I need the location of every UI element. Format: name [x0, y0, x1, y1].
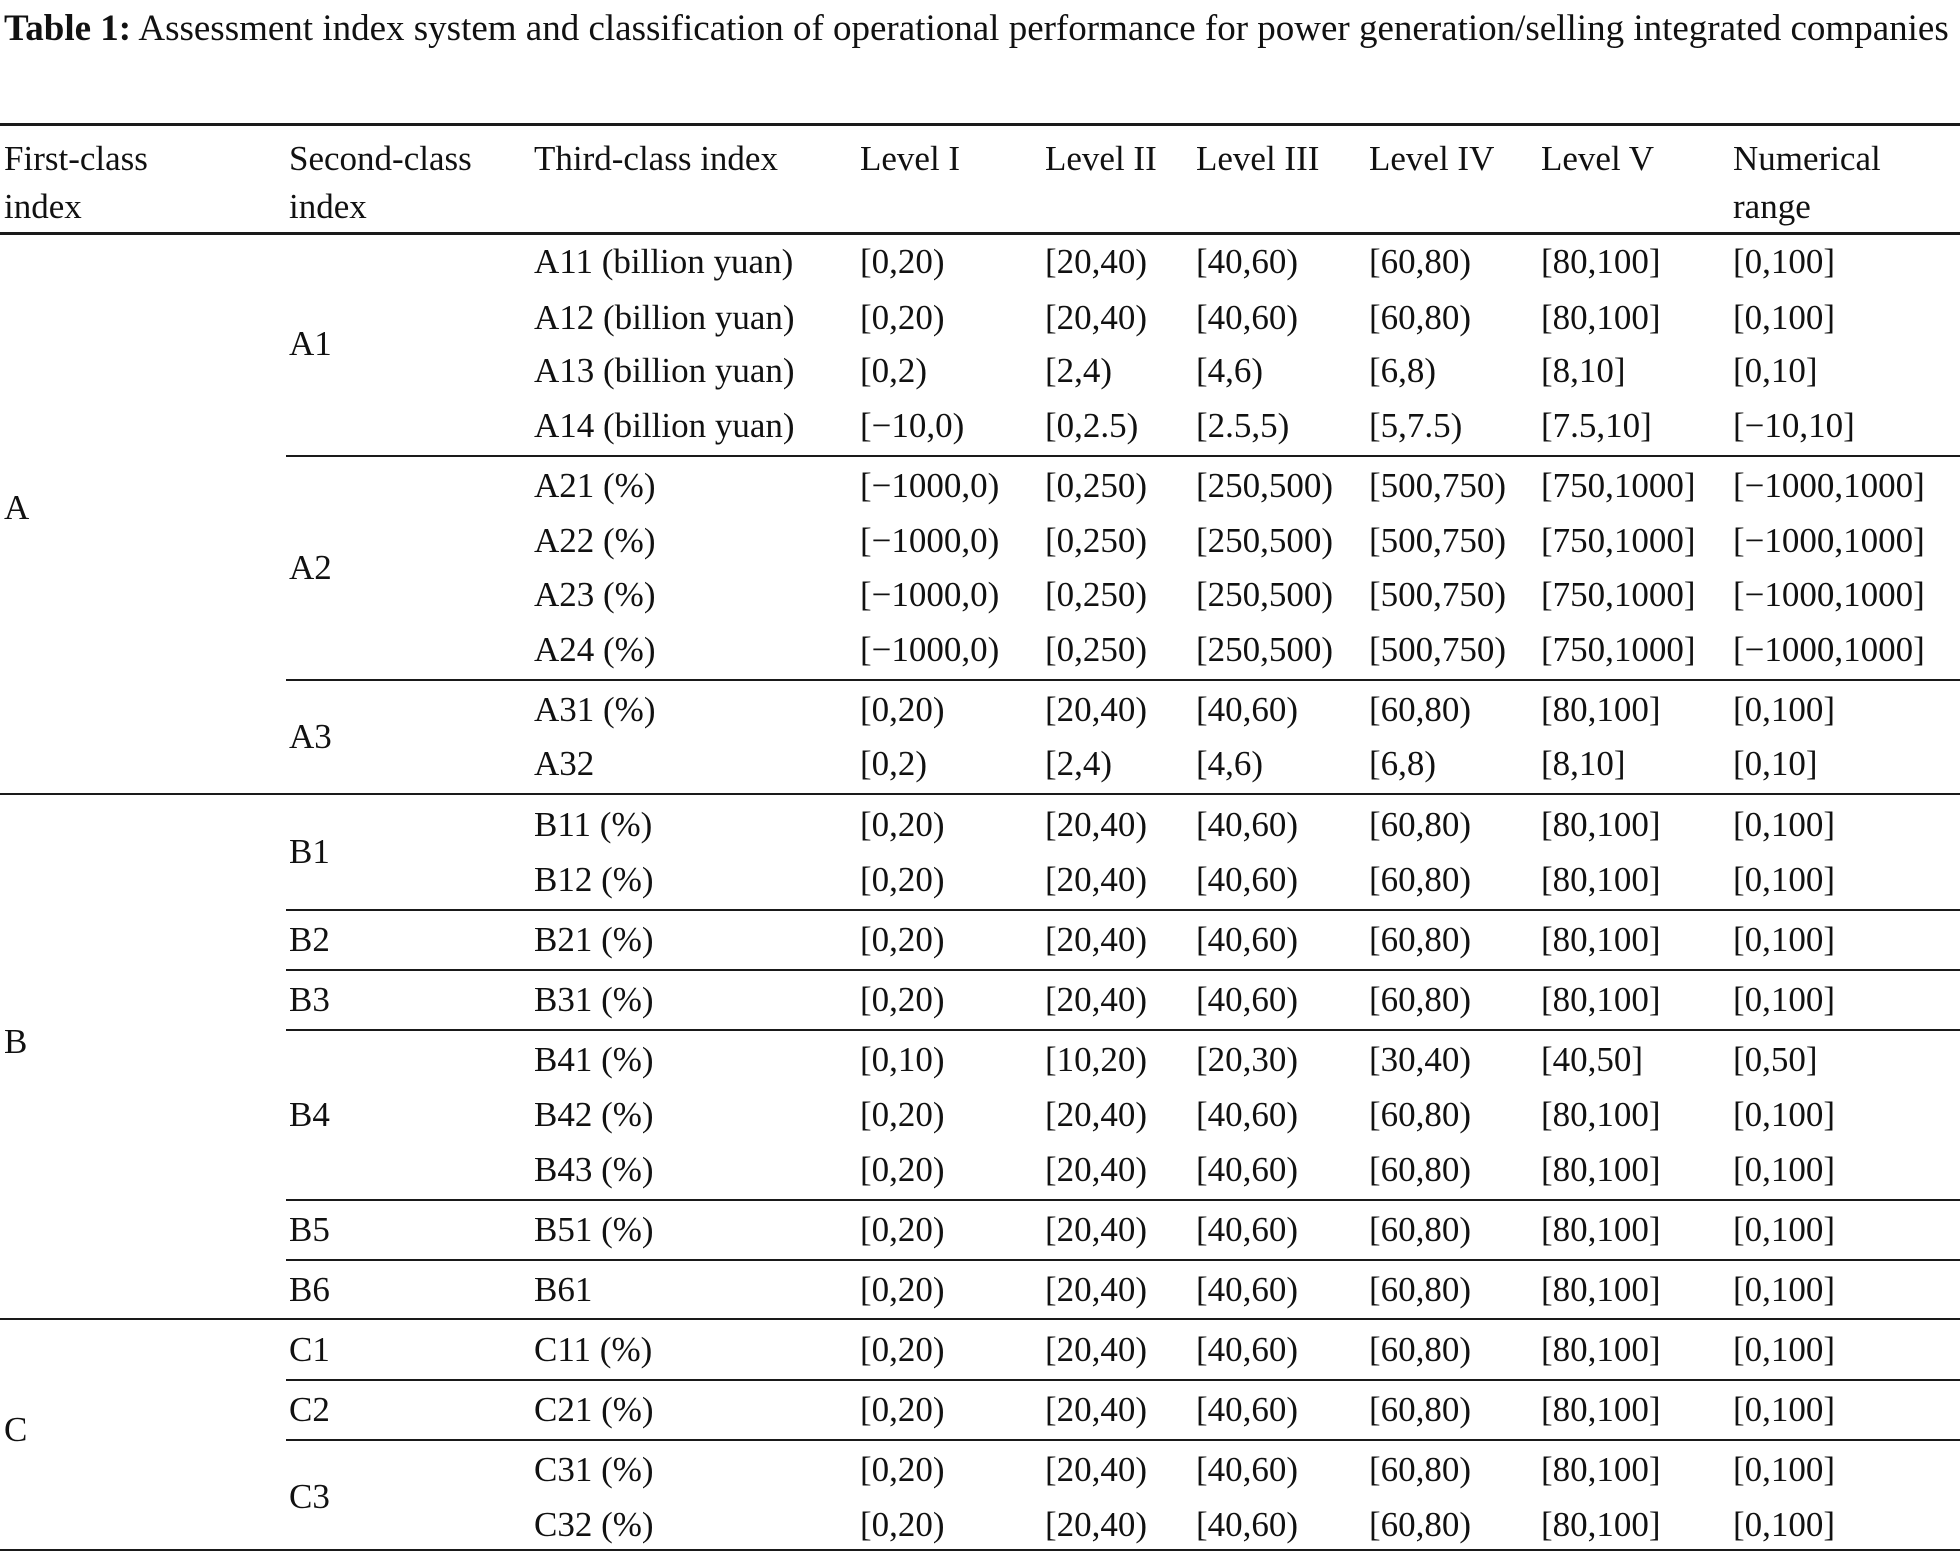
cell-third-class: A11 (billion yuan) [534, 242, 794, 281]
second-class-label: A3 [289, 717, 332, 756]
cell-numerical-range: [0,100] [1733, 242, 1836, 281]
cell-level-3: [20,30) [1196, 1040, 1299, 1079]
cell-level-5: [80,100] [1541, 1505, 1661, 1544]
first-class-label: A [4, 488, 30, 527]
cell-level-5: [80,100] [1541, 690, 1661, 729]
cell-third-class: B11 (%) [534, 805, 653, 844]
cell-level-3: [40,60) [1196, 1270, 1299, 1309]
cell-level-3: [40,60) [1196, 1330, 1299, 1369]
cell-third-class: A13 (billion yuan) [534, 351, 795, 390]
row-divider [286, 455, 1960, 457]
second-class-label: B6 [289, 1270, 330, 1309]
cell-numerical-range: [−1000,1000] [1733, 575, 1925, 614]
cell-numerical-range: [−10,10] [1733, 406, 1855, 445]
header-level-3: Level III [1196, 139, 1320, 178]
cell-level-2: [20,40) [1045, 1450, 1148, 1489]
cell-numerical-range: [0,100] [1733, 1450, 1836, 1489]
cell-numerical-range: [0,100] [1733, 1330, 1836, 1369]
cell-level-4: [5,7.5) [1369, 406, 1463, 445]
cell-level-1: [0,2) [860, 744, 928, 783]
second-class-label: B2 [289, 920, 330, 959]
cell-level-2: [20,40) [1045, 980, 1148, 1019]
row-divider [286, 1029, 1960, 1031]
cell-third-class: C32 (%) [534, 1505, 654, 1544]
cell-third-class: A21 (%) [534, 466, 656, 505]
cell-level-5: [80,100] [1541, 242, 1661, 281]
header-range-line1: Numerical [1733, 139, 1881, 178]
header-first-class-line1: First-class [4, 139, 148, 178]
cell-level-1: [0,20) [860, 1210, 945, 1249]
cell-level-3: [40,60) [1196, 1390, 1299, 1429]
cell-level-4: [500,750) [1369, 466, 1507, 505]
cell-level-2: [20,40) [1045, 805, 1148, 844]
cell-third-class: A23 (%) [534, 575, 656, 614]
cell-level-4: [60,80) [1369, 1505, 1472, 1544]
cell-level-2: [20,40) [1045, 1150, 1148, 1189]
cell-level-3: [250,500) [1196, 466, 1334, 505]
cell-level-4: [60,80) [1369, 1095, 1472, 1134]
cell-level-5: [80,100] [1541, 1270, 1661, 1309]
cell-level-5: [80,100] [1541, 860, 1661, 899]
cell-numerical-range: [−1000,1000] [1733, 521, 1925, 560]
cell-level-1: [−1000,0) [860, 521, 1000, 560]
cell-numerical-range: [0,100] [1733, 1270, 1836, 1309]
cell-level-5: [7.5,10] [1541, 406, 1652, 445]
first-class-label: B [4, 1022, 28, 1061]
cell-numerical-range: [−1000,1000] [1733, 466, 1925, 505]
row-divider [0, 1318, 1960, 1320]
header-range-line2: range [1733, 187, 1811, 226]
cell-level-2: [20,40) [1045, 920, 1148, 959]
cell-third-class: B51 (%) [534, 1210, 654, 1249]
cell-level-4: [60,80) [1369, 1330, 1472, 1369]
second-class-label: B5 [289, 1210, 330, 1249]
cell-level-1: [0,20) [860, 1505, 945, 1544]
cell-third-class: B42 (%) [534, 1095, 654, 1134]
cell-numerical-range: [0,100] [1733, 1095, 1836, 1134]
second-class-label: B3 [289, 980, 330, 1019]
cell-third-class: A32 [534, 744, 595, 783]
row-divider [286, 1199, 1960, 1201]
cell-level-3: [40,60) [1196, 690, 1299, 729]
row-divider [286, 909, 1960, 911]
cell-level-1: [0,20) [860, 1150, 945, 1189]
cell-level-2: [0,250) [1045, 466, 1148, 505]
header-first-class [4, 135, 148, 231]
header-second-class-line1: Second-class [289, 139, 472, 178]
cell-third-class: C11 (%) [534, 1330, 653, 1369]
cell-level-4: [60,80) [1369, 920, 1472, 959]
cell-level-2: [20,40) [1045, 1330, 1148, 1369]
cell-level-5: [80,100] [1541, 1330, 1661, 1369]
cell-level-1: [0,20) [860, 242, 945, 281]
cell-level-5: [80,100] [1541, 805, 1661, 844]
cell-level-5: [40,50] [1541, 1040, 1644, 1079]
second-class-label: B1 [289, 832, 330, 871]
cell-third-class: A31 (%) [534, 690, 656, 729]
first-class-label: C [4, 1410, 28, 1449]
cell-level-3: [250,500) [1196, 521, 1334, 560]
row-divider [286, 969, 1960, 971]
cell-level-4: [6,8) [1369, 351, 1437, 390]
cell-level-3: [2.5,5) [1196, 406, 1290, 445]
cell-level-4: [60,80) [1369, 980, 1472, 1019]
cell-level-2: [20,40) [1045, 860, 1148, 899]
cell-level-4: [60,80) [1369, 1150, 1472, 1189]
cell-level-3: [250,500) [1196, 575, 1334, 614]
row-divider [0, 1549, 1960, 1551]
cell-level-1: [−1000,0) [860, 630, 1000, 669]
cell-level-2: [20,40) [1045, 1270, 1148, 1309]
row-divider [286, 679, 1960, 681]
cell-numerical-range: [−1000,1000] [1733, 630, 1925, 669]
cell-third-class: A24 (%) [534, 630, 656, 669]
cell-numerical-range: [0,50] [1733, 1040, 1818, 1079]
second-class-label: C1 [289, 1330, 330, 1369]
cell-third-class: B41 (%) [534, 1040, 654, 1079]
cell-level-4: [500,750) [1369, 521, 1507, 560]
cell-level-5: [80,100] [1541, 980, 1661, 1019]
cell-third-class: B21 (%) [534, 920, 654, 959]
cell-level-3: [40,60) [1196, 980, 1299, 1019]
cell-level-1: [0,20) [860, 980, 945, 1019]
cell-level-3: [40,60) [1196, 298, 1299, 337]
header-range [1733, 135, 1881, 231]
cell-numerical-range: [0,100] [1733, 1150, 1836, 1189]
caption-label: Table 1: [4, 8, 132, 49]
cell-level-2: [20,40) [1045, 1210, 1148, 1249]
cell-level-1: [0,20) [860, 690, 945, 729]
cell-level-1: [0,20) [860, 1450, 945, 1489]
second-class-label: C3 [289, 1477, 330, 1516]
cell-level-2: [20,40) [1045, 242, 1148, 281]
cell-level-4: [500,750) [1369, 575, 1507, 614]
cell-third-class: B61 [534, 1270, 593, 1309]
header-third-class: Third-class index [534, 139, 778, 178]
cell-level-1: [−1000,0) [860, 575, 1000, 614]
cell-level-1: [0,20) [860, 1095, 945, 1134]
cell-level-1: [0,20) [860, 805, 945, 844]
cell-level-3: [40,60) [1196, 1210, 1299, 1249]
cell-level-4: [60,80) [1369, 1390, 1472, 1429]
cell-level-3: [40,60) [1196, 242, 1299, 281]
cell-level-2: [2,4) [1045, 744, 1113, 783]
cell-level-1: [0,20) [860, 1330, 945, 1369]
cell-level-1: [0,10) [860, 1040, 945, 1079]
cell-level-5: [80,100] [1541, 920, 1661, 959]
cell-third-class: B31 (%) [534, 980, 654, 1019]
header-rule [0, 232, 1960, 235]
cell-level-1: [0,20) [860, 298, 945, 337]
caption-text: Assessment index system and classification of operational performance for power generation/selling integrated companies [138, 8, 1949, 49]
cell-level-3: [4,6) [1196, 351, 1264, 390]
header-level-4: Level IV [1369, 139, 1495, 178]
cell-level-1: [0,20) [860, 1390, 945, 1429]
cell-level-5: [80,100] [1541, 1150, 1661, 1189]
cell-level-5: [80,100] [1541, 1390, 1661, 1429]
header-level-1: Level I [860, 139, 961, 178]
cell-level-5: [750,1000] [1541, 575, 1696, 614]
cell-level-2: [0,2.5) [1045, 406, 1139, 445]
second-class-label: A2 [289, 548, 332, 587]
cell-numerical-range: [0,100] [1733, 298, 1836, 337]
cell-level-5: [8,10] [1541, 351, 1626, 390]
cell-numerical-range: [0,100] [1733, 1505, 1836, 1544]
cell-level-4: [60,80) [1369, 1270, 1472, 1309]
cell-third-class: C21 (%) [534, 1390, 654, 1429]
cell-numerical-range: [0,100] [1733, 860, 1836, 899]
cell-level-2: [10,20) [1045, 1040, 1148, 1079]
cell-level-4: [60,80) [1369, 298, 1472, 337]
cell-level-2: [0,250) [1045, 575, 1148, 614]
second-class-label: C2 [289, 1390, 330, 1429]
cell-level-3: [40,60) [1196, 1095, 1299, 1134]
cell-level-4: [60,80) [1369, 1210, 1472, 1249]
cell-level-2: [0,250) [1045, 521, 1148, 560]
cell-numerical-range: [0,100] [1733, 690, 1836, 729]
table-caption [4, 2, 1954, 56]
cell-level-2: [20,40) [1045, 1390, 1148, 1429]
cell-level-2: [20,40) [1045, 298, 1148, 337]
cell-level-2: [2,4) [1045, 351, 1113, 390]
cell-level-2: [20,40) [1045, 1095, 1148, 1134]
cell-third-class: A12 (billion yuan) [534, 298, 795, 337]
cell-level-4: [60,80) [1369, 805, 1472, 844]
cell-level-2: [20,40) [1045, 690, 1148, 729]
top-rule [0, 123, 1960, 126]
header-level-5: Level V [1541, 139, 1655, 178]
cell-level-1: [0,20) [860, 860, 945, 899]
cell-level-1: [−10,0) [860, 406, 965, 445]
cell-numerical-range: [0,100] [1733, 805, 1836, 844]
cell-level-1: [0,20) [860, 1270, 945, 1309]
cell-level-5: [80,100] [1541, 1095, 1661, 1134]
row-divider [286, 1259, 1960, 1261]
cell-level-2: [0,250) [1045, 630, 1148, 669]
header-level-2: Level II [1045, 139, 1157, 178]
cell-third-class: C31 (%) [534, 1450, 654, 1489]
cell-level-1: [0,2) [860, 351, 928, 390]
cell-numerical-range: [0,100] [1733, 1210, 1836, 1249]
cell-level-5: [8,10] [1541, 744, 1626, 783]
cell-third-class: B43 (%) [534, 1150, 654, 1189]
cell-level-5: [80,100] [1541, 1450, 1661, 1489]
cell-level-4: [60,80) [1369, 690, 1472, 729]
row-divider [0, 793, 1960, 795]
row-divider [286, 1379, 1960, 1381]
cell-level-3: [40,60) [1196, 860, 1299, 899]
cell-level-1: [−1000,0) [860, 466, 1000, 505]
cell-level-4: [6,8) [1369, 744, 1437, 783]
second-class-label: B4 [289, 1095, 330, 1134]
row-divider [286, 1439, 1960, 1441]
cell-numerical-range: [0,100] [1733, 1390, 1836, 1429]
cell-third-class: B12 (%) [534, 860, 654, 899]
cell-level-3: [40,60) [1196, 920, 1299, 959]
cell-numerical-range: [0,10] [1733, 351, 1818, 390]
cell-level-2: [20,40) [1045, 1505, 1148, 1544]
cell-level-4: [60,80) [1369, 860, 1472, 899]
second-class-label: A1 [289, 324, 332, 363]
cell-level-3: [40,60) [1196, 1450, 1299, 1489]
cell-level-5: [750,1000] [1541, 521, 1696, 560]
cell-level-1: [0,20) [860, 920, 945, 959]
cell-level-5: [80,100] [1541, 1210, 1661, 1249]
cell-level-3: [40,60) [1196, 1150, 1299, 1189]
cell-level-3: [250,500) [1196, 630, 1334, 669]
cell-level-5: [750,1000] [1541, 466, 1696, 505]
cell-level-3: [4,6) [1196, 744, 1264, 783]
cell-level-3: [40,60) [1196, 805, 1299, 844]
header-first-class-line2: index [4, 187, 82, 226]
header-second-class [289, 135, 472, 231]
cell-level-4: [60,80) [1369, 1450, 1472, 1489]
cell-numerical-range: [0,100] [1733, 920, 1836, 959]
cell-numerical-range: [0,10] [1733, 744, 1818, 783]
cell-level-4: [500,750) [1369, 630, 1507, 669]
cell-level-4: [30,40) [1369, 1040, 1472, 1079]
cell-numerical-range: [0,100] [1733, 980, 1836, 1019]
cell-level-4: [60,80) [1369, 242, 1472, 281]
cell-level-5: [80,100] [1541, 298, 1661, 337]
cell-third-class: A14 (billion yuan) [534, 406, 795, 445]
cell-level-3: [40,60) [1196, 1505, 1299, 1544]
cell-level-5: [750,1000] [1541, 630, 1696, 669]
cell-third-class: A22 (%) [534, 521, 656, 560]
header-second-class-line2: index [289, 187, 367, 226]
